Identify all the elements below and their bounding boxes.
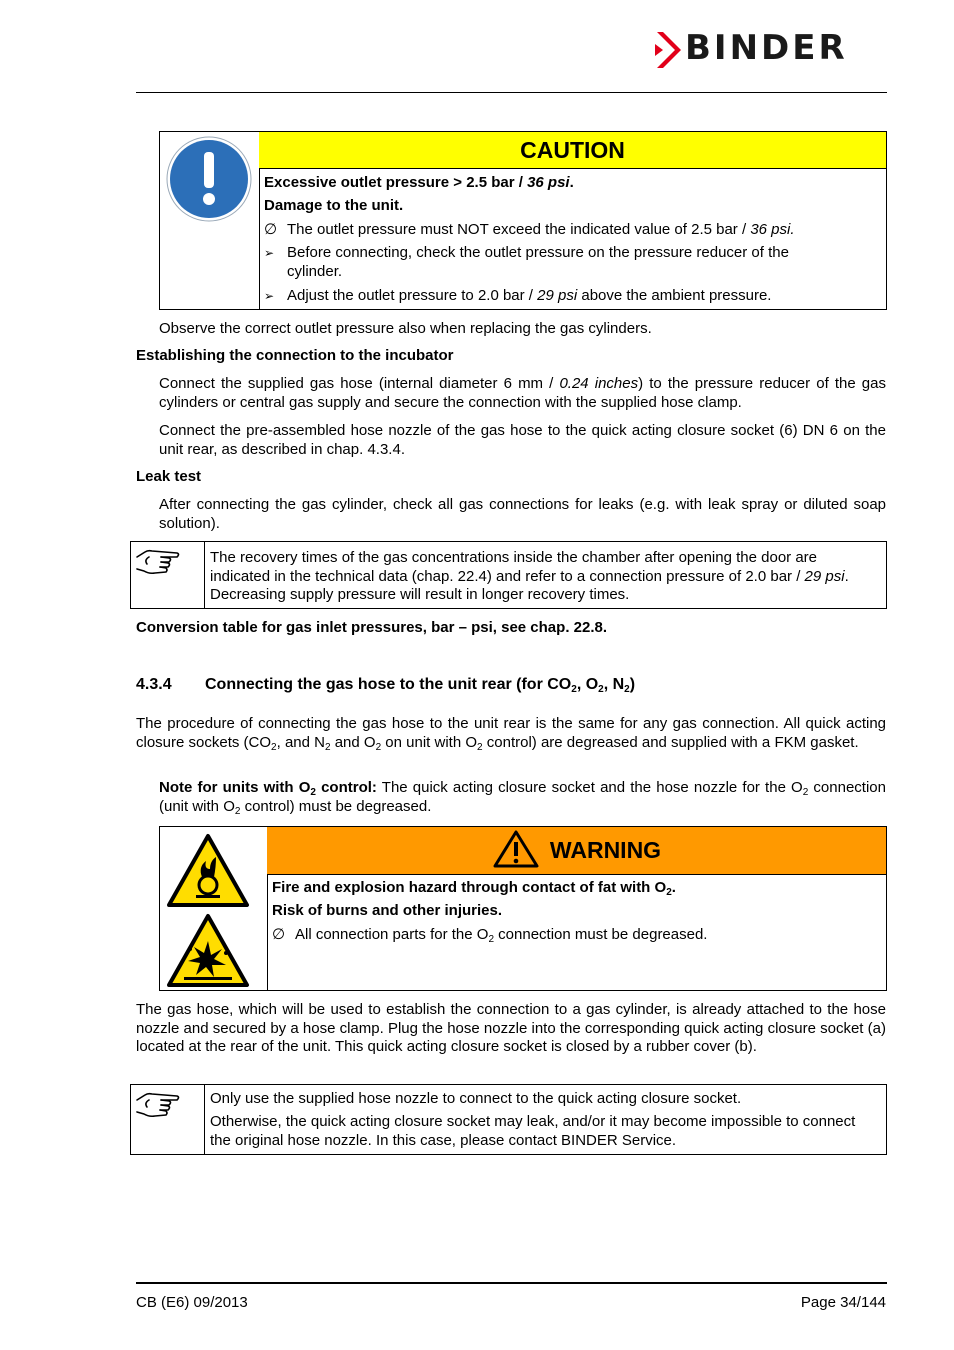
binder-logo-arrow-icon bbox=[655, 32, 683, 68]
prohibition-symbol: ∅ bbox=[264, 221, 278, 238]
warning-title: WARNING bbox=[549, 837, 662, 863]
heading-connection: Establishing the connection to the incubator bbox=[136, 347, 454, 364]
footer-doc-id: CB (E6) 09/2013 bbox=[136, 1294, 248, 1311]
caution-consequence-line: Damage to the unit. bbox=[264, 197, 404, 214]
section-number: 4.3.4 bbox=[136, 676, 172, 693]
caution-bullet-2-line2: cylinder. bbox=[287, 263, 343, 280]
warning-hazard-line: Fire and explosion hazard through contact of fat with $O_2$. bbox=[272, 879, 676, 898]
arrow-bullet-icon: ➢ bbox=[264, 246, 275, 260]
paragraph-gas-hose: The gas hose, which will be used to establish the connection to a gas cylinder, is already attached to the hose nozzle and secured by a hose clamp. Plug the hose nozzle into the corresponding quick acting closure socket (a) located at the rear of the unit. This quick acting closure socket is closed by a rubber cover (b). bbox=[136, 1001, 886, 1055]
paragraph-connect-hose: Connect the supplied gas hose (internal diameter 6 mm / 0.24 inches) to the pressure reducer of the gas cylinders or central gas supply and secure the connection with the supplied hose clamp. bbox=[159, 375, 886, 411]
note-icon-cell bbox=[131, 1085, 205, 1154]
caution-bullet-1-text: The outlet pressure must NOT exceed the indicated value of 2.5 bar / bbox=[287, 221, 751, 238]
pointing-hand-icon bbox=[135, 1091, 181, 1125]
caution-box bbox=[159, 131, 887, 310]
caution-bullet-3-text: Adjust the outlet pressure to 2.0 bar / bbox=[287, 287, 538, 304]
paragraph-leak-test: After connecting the gas cylinder, check all gas connections for leaks (e.g. with leak spray or diluted soap solution). bbox=[159, 496, 886, 532]
note-hose-line2: Otherwise, the quick acting closure socket may leak, and/or it may become impossible to connect the original hose nozzle. In this case, please contact BINDER Service. bbox=[210, 1113, 856, 1149]
caution-hazard-line bbox=[264, 174, 574, 193]
conversion-table-note: Conversion table for gas inlet pressures, bar – psi, see chap. 22.8. bbox=[136, 619, 608, 636]
oxidizing-hazard-icon bbox=[166, 833, 250, 909]
caution-bullet-1-italic: 36 psi. bbox=[750, 221, 795, 238]
note-icon-cell bbox=[131, 542, 205, 608]
note-box-hose-nozzle bbox=[130, 1084, 887, 1155]
warning-banner bbox=[267, 827, 886, 875]
brand-name: BINDER bbox=[685, 28, 848, 68]
caution-bullet-3-italic: 29 psi bbox=[537, 287, 578, 304]
caution-line1-text: Excessive outlet pressure > 2.5 bar / bbox=[264, 174, 528, 191]
section-title: Connecting the gas hose to the unit rear (for $CO_2$, $O_2$, $N_2$) bbox=[205, 676, 636, 695]
paragraph-procedure: The procedure of connecting the gas hose to the unit rear is the same for any gas connection. All quick acting closure sockets ($CO_2$, and $N_2$ and $O_2$ on unit with $O_2$ control) are degreased and supplied with a FKM gasket. bbox=[136, 715, 886, 753]
warning-icon-cell bbox=[160, 827, 268, 990]
prohibition-symbol: ∅ bbox=[272, 926, 286, 943]
caution-bullet-2-line1: Before connecting, check the outlet pressure on the pressure reducer of the bbox=[287, 244, 789, 261]
footer-page-number: Page 34/144 bbox=[800, 1294, 886, 1311]
pressure-note: Observe the correct outlet pressure also when replacing the gas cylinders. bbox=[159, 320, 652, 337]
caution-bullet-3-end: above the ambient pressure. bbox=[577, 287, 772, 304]
mandatory-exclamation-icon bbox=[166, 136, 252, 222]
paragraph-o2-note: Note for units with $O_2$ control: The quick acting closure socket and the hose nozzle for the $O_2$ connection (unit with $O_2$ control) must be degreased. bbox=[159, 779, 886, 817]
caution-line1-end: . bbox=[569, 174, 574, 191]
warning-box: WARNING Fire and explosion hazard through contact of fat with $O_2$. Risk of burns and other injuries. ∅ All connection parts for the $O_2$ connection must be degreased. bbox=[159, 826, 887, 991]
caution-title: CAUTION bbox=[520, 137, 625, 163]
header-rule bbox=[136, 92, 887, 93]
note-box-recovery bbox=[130, 541, 887, 609]
warning-triangle-icon bbox=[492, 829, 540, 869]
arrow-bullet-icon: ➢ bbox=[264, 289, 275, 303]
footer-rule bbox=[136, 1282, 887, 1284]
caution-line1-italic: 36 psi bbox=[527, 174, 570, 191]
heading-leak-test: Leak test bbox=[136, 468, 202, 485]
note-hose-line1: Only use the supplied hose nozzle to connect to the quick acting closure socket. bbox=[210, 1090, 742, 1107]
paragraph-hose-nozzle: Connect the pre-assembled hose nozzle of the gas hose to the quick acting closure socket (6) DN 6 on the unit rear, as described in chap. 4.3.4. bbox=[159, 422, 886, 458]
binder-logo bbox=[655, 30, 887, 66]
explosion-hazard-icon bbox=[166, 913, 250, 989]
pointing-hand-icon bbox=[135, 548, 181, 582]
note-recovery-text: The recovery times of the gas concentrations inside the chamber after opening the door are indicated in the technical data (chap. 22.4) and refer to a connection pressure of 2.0 bar / 29 psi. Decreasing supply pressure will result in longer recovery times. bbox=[210, 549, 849, 603]
caution-banner bbox=[259, 132, 886, 169]
caution-icon-cell bbox=[160, 132, 260, 309]
warning-consequence-line: Risk of burns and other injuries. bbox=[272, 902, 503, 919]
